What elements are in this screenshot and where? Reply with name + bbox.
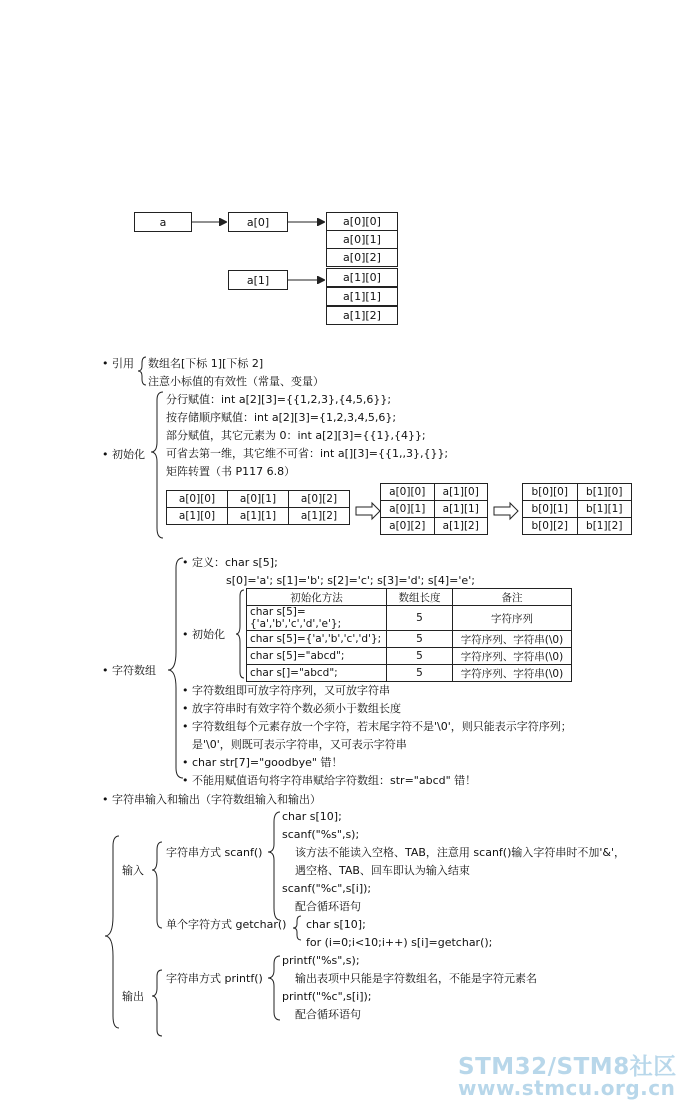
matrix-cell: a[0][1] (381, 501, 435, 518)
matrix-a (166, 490, 350, 525)
watermark-title: STM32/STM8社区 (458, 1054, 677, 1080)
init-line: 可省去第一维，其它维不可省：int a[][3]={{1,,3},{}}; (166, 447, 449, 460)
table-cell: 字符序列、字符串(\0) (453, 648, 572, 665)
note-line: 不能用赋值语句将字符串赋给字符数组：str="abcd" 错！ (192, 774, 477, 787)
table-cell: 5 (387, 606, 453, 631)
table-header: 数组长度 (387, 589, 453, 606)
getchar-label: 单个字符方式 getchar() (166, 918, 287, 931)
diagram-node-a1: a[1] (228, 270, 288, 290)
init-line: 分行赋值：int a[2][3]={{1,2,3},{4,5,6}}; (166, 393, 392, 406)
init-line: 按存储顺序赋值：int a[2][3]={1,2,3,4,5,6}; (166, 411, 397, 424)
diagram-cell: a[0][2] (326, 248, 398, 267)
io-title: 字符串输入和输出（字符数组输入和输出） (112, 793, 321, 806)
note-line: 字符数组即可放字符序列，又可放字符串 (192, 684, 390, 697)
matrix-cell: a[0][0] (381, 484, 435, 501)
getchar-line: char s[10]; (306, 918, 366, 931)
matrix-cell: a[1][2] (434, 518, 488, 535)
printf-label: 字符串方式 printf() (166, 972, 263, 985)
printf-line: printf("%s",s); (282, 954, 360, 967)
bullet: • (182, 774, 189, 787)
matrix-a-transposed (380, 483, 488, 535)
scanf-line: char s[10]; (282, 810, 342, 823)
diagram-cell: a[1][2] (326, 306, 398, 325)
matrix-cell: b[1][2] (577, 518, 632, 535)
diagram-cell: a[0][1] (326, 230, 398, 249)
init-method-table (246, 588, 572, 682)
bullet: • (182, 628, 189, 641)
matrix-cell: a[1][2] (289, 508, 350, 525)
matrix-b (522, 483, 632, 535)
bullet: • (182, 720, 189, 733)
scanf-line: 遇空格、TAB、回车即认为输入结束 (295, 864, 470, 877)
ref-line: 注意小标值的有效性（常量、变量） (148, 375, 324, 388)
init-label: 初始化 (112, 448, 145, 461)
chararr-assign: s[0]='a'; s[1]='b'; s[2]='c'; s[3]='d'; s[4]='e'; (226, 574, 475, 587)
matrix-cell: a[1][1] (434, 501, 488, 518)
matrix-cell: a[0][2] (289, 491, 350, 508)
table-cell: 5 (387, 665, 453, 682)
bullet: • (102, 664, 109, 677)
init-line: 矩阵转置（书 P117 6.8） (166, 465, 296, 478)
diagram-node-a: a (134, 212, 192, 232)
table-cell: char s[5]={'a','b','c','d'}; (247, 631, 387, 648)
matrix-cell: b[0][1] (523, 501, 578, 518)
diagram-cell: a[1][1] (326, 287, 398, 306)
printf-line: printf("%c",s[i]); (282, 990, 372, 1003)
note-line: 字符数组每个元素存放一个字符，若末尾字符不是'\0'，则只能表示字符序列； (192, 720, 572, 733)
bullet: • (182, 556, 189, 569)
matrix-cell: b[1][0] (577, 484, 632, 501)
note-line: 放字符串时有效字符个数必须小于数组长度 (192, 702, 401, 715)
table-cell: char s[5]={'a','b','c','d','e'}; (247, 606, 387, 631)
printf-line: 配合循环语句 (295, 1008, 361, 1021)
ref-line: 数组名[下标 1][下标 2] (148, 357, 264, 370)
watermark-url: www.stmcu.org.cn (458, 1076, 676, 1100)
matrix-cell: a[1][1] (228, 508, 289, 525)
matrix-cell: b[0][2] (523, 518, 578, 535)
matrix-cell: b[1][1] (577, 501, 632, 518)
table-row (247, 631, 572, 648)
matrix-cell: a[1][0] (167, 508, 228, 525)
table-cell: 5 (387, 631, 453, 648)
table-cell: 字符序列、字符串(\0) (453, 665, 572, 682)
bullet: • (182, 756, 189, 769)
ref-label: 引用 (112, 357, 134, 370)
scanf-line: 配合循环语句 (295, 900, 361, 913)
diagram-cell: a[0][0] (326, 212, 398, 231)
printf-line: 输出表项中只能是字符数组名，不能是字符元素名 (295, 972, 537, 985)
getchar-line: for (i=0;i<10;i++) s[i]=getchar(); (306, 936, 493, 949)
table-row (247, 648, 572, 665)
table-cell: char s[5]="abcd"; (247, 648, 387, 665)
chararr-init-label: 初始化 (192, 628, 225, 641)
table-cell: char s[]="abcd"; (247, 665, 387, 682)
scanf-line: scanf("%c",s[i]); (282, 882, 372, 895)
chararr-def: 定义：char s[5]; (192, 556, 278, 569)
scanf-line: scanf("%s",s); (282, 828, 360, 841)
scanf-line: 该方法不能读入空格、TAB，注意用 scanf()输入字符串时不加'&'， (295, 846, 626, 859)
table-cell: 字符序列 (453, 606, 572, 631)
chararr-label: 字符数组 (112, 664, 156, 677)
matrix-cell: a[0][2] (381, 518, 435, 535)
diagram-cell: a[1][0] (326, 268, 398, 287)
matrix-cell: a[0][0] (167, 491, 228, 508)
io-output-label: 输出 (122, 990, 144, 1003)
diagram-node-a0: a[0] (228, 212, 288, 232)
scanf-label: 字符串方式 scanf() (166, 846, 263, 859)
matrix-cell: b[0][0] (523, 484, 578, 501)
init-line: 部分赋值，其它元素为 0：int a[2][3]={{1},{4}}; (166, 429, 426, 442)
table-header: 备注 (453, 589, 572, 606)
table-header: 初始化方法 (247, 589, 387, 606)
bullet: • (102, 448, 109, 461)
matrix-cell: a[0][1] (228, 491, 289, 508)
bullet: • (102, 793, 109, 806)
table-row (247, 606, 572, 631)
table-cell: 5 (387, 648, 453, 665)
table-row (247, 665, 572, 682)
table-cell: 字符序列、字符串(\0) (453, 631, 572, 648)
matrix-cell: a[1][0] (434, 484, 488, 501)
note-line: 是'\0'，则既可表示字符串，又可表示字符串 (192, 738, 407, 751)
bullet: • (182, 684, 189, 697)
note-line: char str[7]="goodbye" 错！ (192, 756, 343, 769)
bullet: • (182, 702, 189, 715)
io-input-label: 输入 (122, 864, 144, 877)
bullet: • (102, 357, 109, 370)
